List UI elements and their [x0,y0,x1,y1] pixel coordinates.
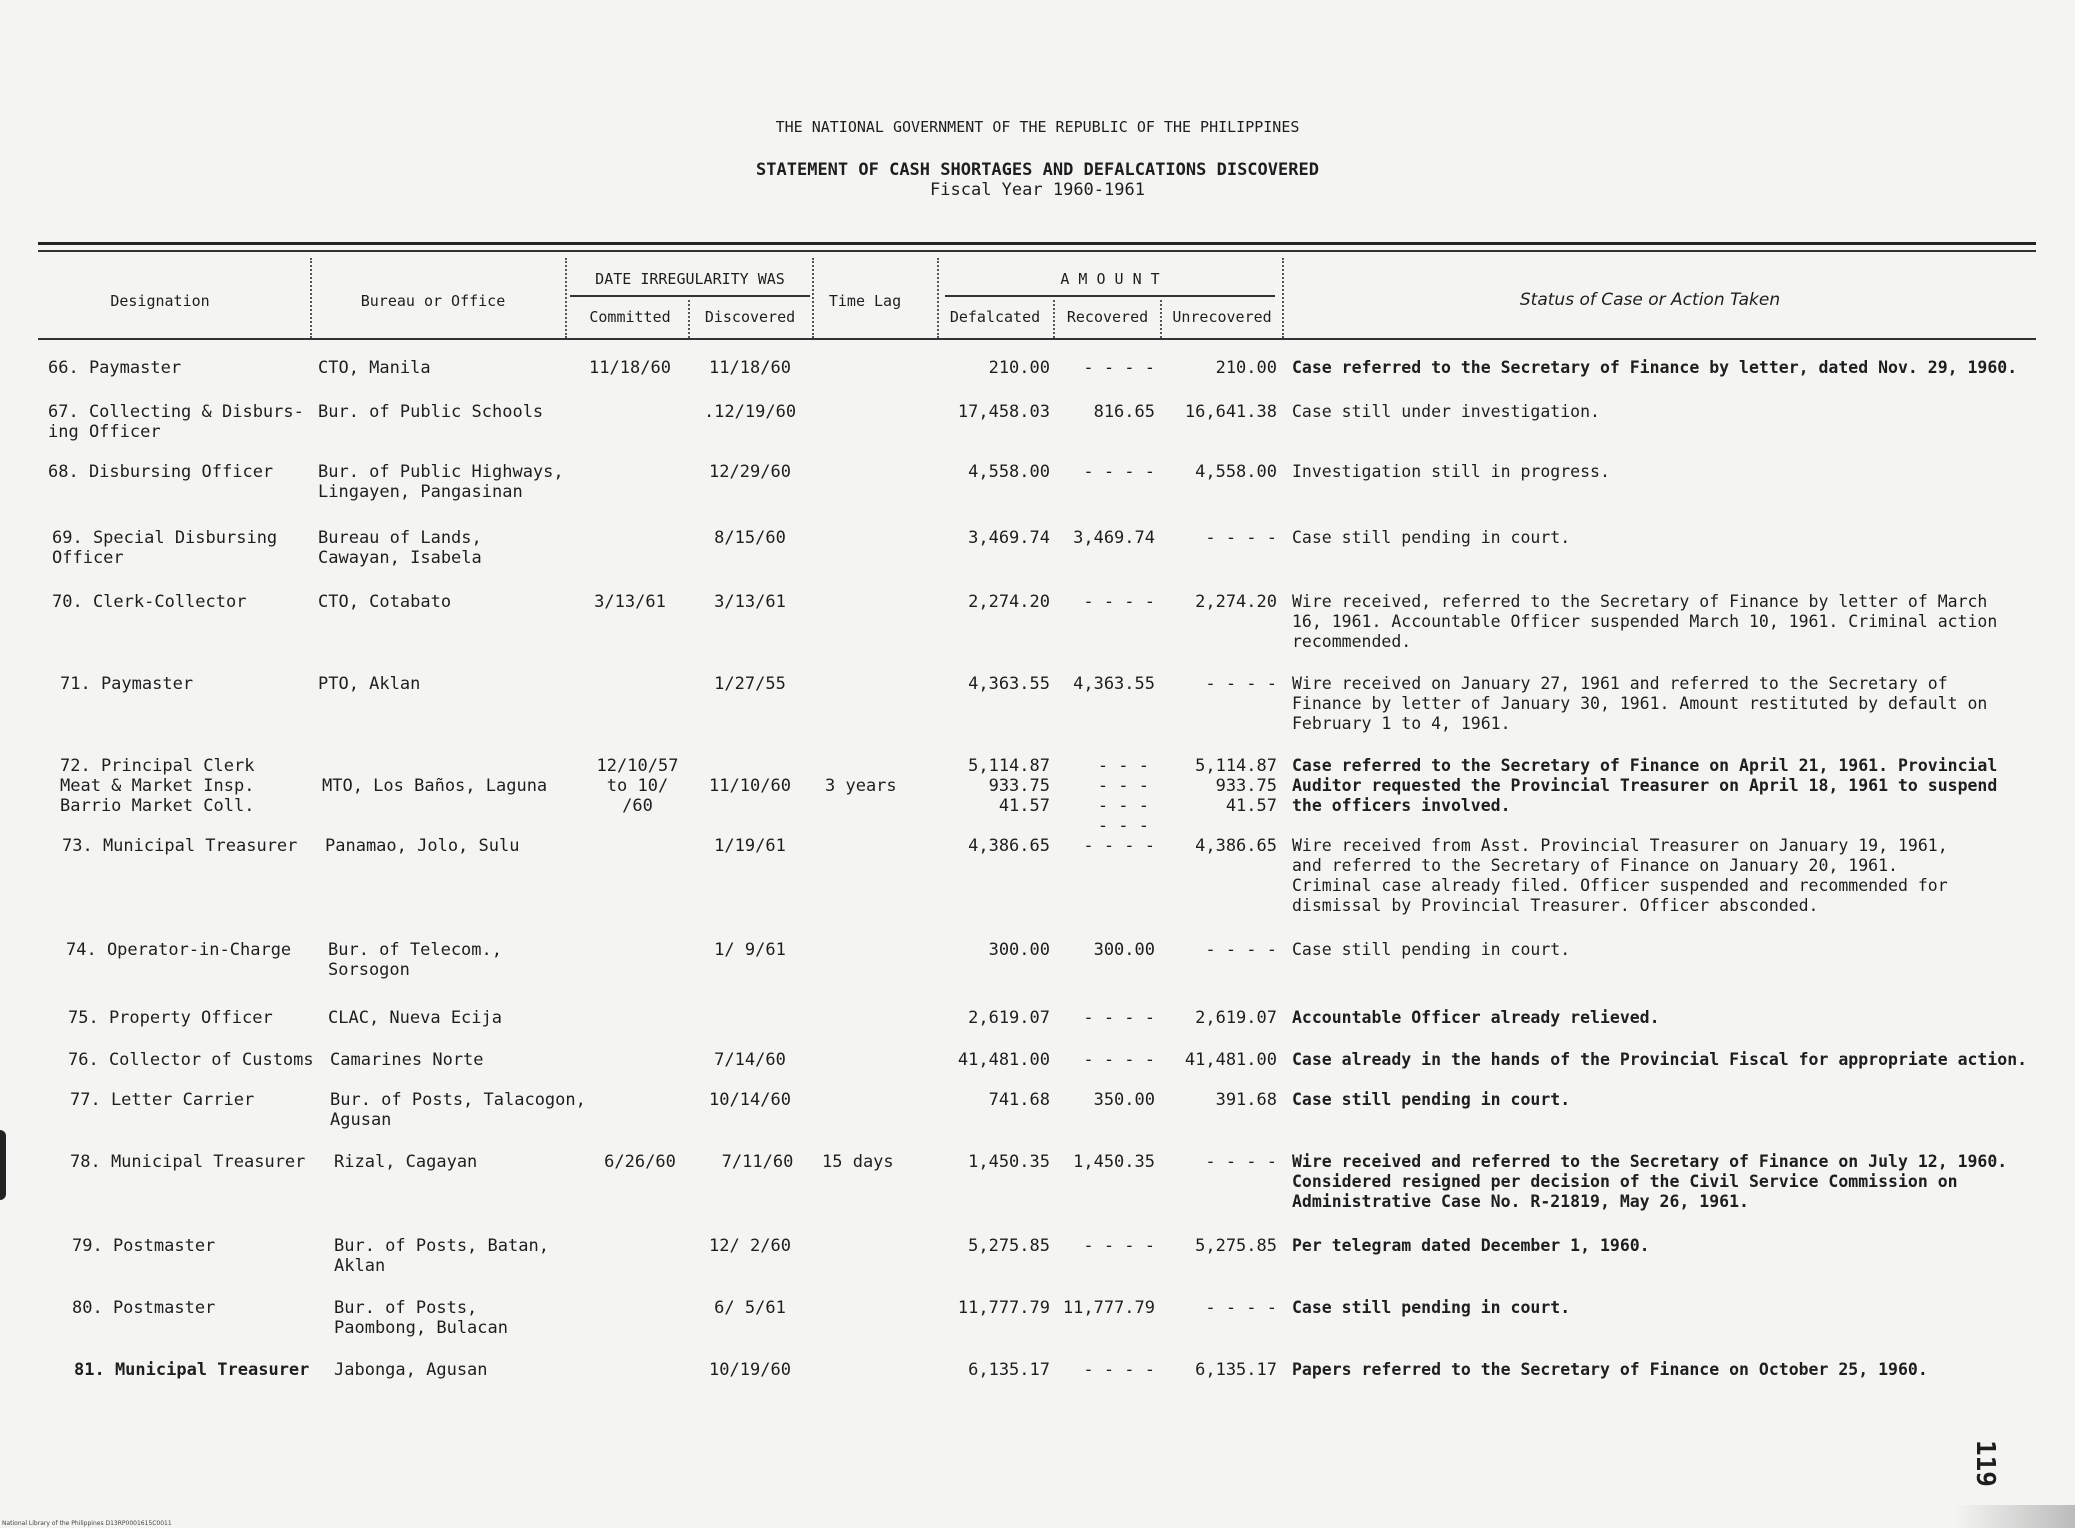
row-recovered: 4,363.55 [1073,674,1155,694]
row-unrecovered: 41,481.00 [1184,1050,1277,1070]
row-designation: 78. Municipal Treasurer [70,1152,306,1172]
row-bureau: PTO, Aklan [318,674,421,694]
row-designation: 81. Municipal Treasurer [74,1360,310,1380]
row-bureau: Rizal, Cagayan [334,1152,478,1172]
row-unrecovered: - - - - [1205,528,1277,548]
row-status: Case referred to the Secretary of Finance by letter, dated Nov. 29, 1960. [1292,358,2018,377]
row-unrecovered: 2,274.20 [1195,592,1277,612]
row-defalcated: 17,458.03 [957,402,1050,422]
header-separator [1282,258,1284,338]
row-bureau: Bur. of Public Schools [318,402,544,422]
row-status: Per telegram dated December 1, 1960. [1292,1236,1650,1255]
row-bureau: CLAC, Nueva Ecija [328,1008,502,1028]
row-recovered: 1,450.35 [1073,1152,1155,1172]
row-bureau: Bur. of Public Highways, Lingayen, Pangasinan [318,462,564,502]
col-amount-group: A M O U N T [1060,270,1160,288]
row-recovered: - - - - [1083,1360,1155,1380]
row-defalcated: 210.00 [988,358,1050,378]
header-separator [1053,300,1055,338]
row-discovered: 8/15/60 [714,528,786,548]
row-defalcated: 4,386.65 [968,836,1050,856]
row-designation: 67. Collecting & Disburs- ing Officer [48,402,304,442]
top-rule-2 [38,250,2036,252]
header-separator [937,258,939,338]
row-unrecovered: 4,386.65 [1195,836,1277,856]
row-status: Case still pending in court. [1292,940,1571,959]
row-unrecovered: 391.68 [1215,1090,1277,1110]
row-recovered: - - - - [1083,462,1155,482]
row-bureau: MTO, Los Baños, Laguna [322,776,548,796]
row-status: Case still pending in court. [1292,1298,1571,1317]
row-bureau: Panamao, Jolo, Sulu [325,836,520,856]
row-bureau: Bur. of Posts, Batan, Aklan [334,1236,549,1276]
row-discovered: 11/18/60 [709,358,791,378]
row-status: Accountable Officer already relieved. [1292,1008,1660,1027]
row-bureau: Camarines Norte [330,1050,484,1070]
header-separator [565,258,567,338]
row-time-lag: 15 days [822,1152,894,1172]
row-discovered: 10/14/60 [709,1090,791,1110]
row-designation: 74. Operator-in-Charge [66,940,292,960]
row-unrecovered: 2,619.07 [1195,1008,1277,1028]
col-date-group: DATE IRREGULARITY WAS [595,270,785,288]
row-designation: 71. Paymaster [60,674,194,694]
row-status: Investigation still in progress. [1292,462,1610,481]
row-discovered: 1/ 9/61 [714,940,786,960]
row-defalcated: 4,558.00 [968,462,1050,482]
row-defalcated: 300.00 [988,940,1050,960]
row-bureau: Bureau of Lands, Cawayan, Isabela [318,528,482,568]
row-status: Wire received, referred to the Secretary of Finance by letter of March 16, 1961. Accountable Officer suspended March 10, 1961. Criminal action recommended. [1292,592,1998,651]
row-discovered: 7/11/60 [721,1152,794,1172]
row-committed: 6/26/60 [604,1152,676,1172]
row-committed: 12/10/57 to 10/ /60 [596,756,679,816]
row-designation: 79. Postmaster [72,1236,216,1256]
row-defalcated: 4,363.55 [968,674,1050,694]
row-defalcated: 1,450.35 [968,1152,1050,1172]
row-unrecovered: 16,641.38 [1184,402,1277,422]
row-designation: 73. Municipal Treasurer [62,836,298,856]
row-discovered: 12/ 2/60 [709,1236,791,1256]
row-designation: 66. Paymaster [48,358,182,378]
row-defalcated: 5,114.87 933.75 41.57 [968,756,1050,816]
col-recovered: Recovered [1066,308,1149,326]
row-defalcated: 5,275.85 [968,1236,1050,1256]
row-status: Wire received on January 27, 1961 and referred to the Secretary of Finance by letter of January 30, 1961. Amount restituted by default on February 1 to 4, 1961. [1292,674,1988,733]
row-defalcated: 2,619.07 [968,1008,1050,1028]
row-discovered: 10/19/60 [709,1360,791,1380]
row-committed: 11/18/60 [589,358,671,378]
row-unrecovered: 210.00 [1215,358,1277,378]
col-bureau: Bureau or Office [360,292,506,310]
header-separator [310,258,312,338]
header-separator [688,300,690,338]
row-recovered: - - - - [1083,1236,1155,1256]
col-discovered: Discovered [704,308,796,326]
row-designation: 75. Property Officer [68,1008,273,1028]
row-status: Papers referred to the Secretary of Finance on October 25, 1960. [1292,1360,1928,1379]
header-separator [812,258,814,338]
row-bureau: Bur. of Posts, Paombong, Bulacan [334,1298,508,1338]
statement-title: STATEMENT OF CASH SHORTAGES AND DEFALCATIONS DISCOVERED [756,160,1319,180]
row-designation: 76. Collector of Customs [68,1050,314,1070]
document-subtitle [0,160,2075,200]
col-time-lag: Time Lag [828,292,902,310]
row-bureau: Bur. of Posts, Talacogon, Agusan [330,1090,586,1130]
row-status: Case still under investigation. [1292,402,1600,421]
col-committed: Committed [589,308,671,326]
row-recovered: - - - - - - - - - - - - [1097,756,1149,836]
row-designation: 77. Letter Carrier [70,1090,255,1110]
col-status: Status of Case or Action Taken [1519,290,1781,310]
row-unrecovered: 5,275.85 [1195,1236,1277,1256]
row-defalcated: 3,469.74 [968,528,1050,548]
row-defalcated: 11,777.79 [957,1298,1050,1318]
row-designation: 69. Special Disbursing Officer [52,528,278,568]
row-bureau: Jabonga, Agusan [334,1360,488,1380]
row-recovered: 350.00 [1093,1090,1155,1110]
row-committed: 3/13/61 [594,592,666,612]
fiscal-year: Fiscal Year 1960-1961 [930,180,1145,200]
row-designation: 68. Disbursing Officer [48,462,274,482]
row-bureau: CTO, Manila [318,358,431,378]
row-unrecovered: - - - - [1205,940,1277,960]
date-group-rule [570,295,810,297]
col-defalcated: Defalcated [949,308,1041,326]
row-recovered: 11,777.79 [1062,1298,1155,1318]
row-recovered: - - - - [1083,1008,1155,1028]
row-defalcated: 41,481.00 [957,1050,1050,1070]
row-discovered: .12/19/60 [703,402,797,422]
row-discovered: 12/29/60 [709,462,791,482]
row-recovered: 816.65 [1093,402,1155,422]
row-status: Case still pending in court. [1292,528,1571,547]
row-status: Case still pending in court. [1292,1090,1571,1109]
row-discovered: 7/14/60 [714,1050,786,1070]
col-unrecovered: Unrecovered [1172,308,1272,326]
row-designation: 72. Principal Clerk Meat & Market Insp. Barrio Market Coll. [60,756,255,816]
row-recovered: - - - - [1083,358,1155,378]
row-unrecovered: 4,558.00 [1195,462,1277,482]
header-bottom-rule [38,338,2036,340]
row-unrecovered: 6,135.17 [1195,1360,1277,1380]
top-rule [38,242,2036,245]
page-number: 119 [1970,1440,2000,1487]
row-defalcated: 741.68 [988,1090,1050,1110]
row-discovered: 11/10/60 [709,776,791,796]
row-unrecovered: - - - - [1205,674,1277,694]
amount-group-rule [945,295,1275,297]
row-recovered: 300.00 [1093,940,1155,960]
row-discovered: 6/ 5/61 [714,1298,786,1318]
row-discovered: 1/27/55 [714,674,786,694]
footer-watermark: National Library of the Philippines D13RP0001615C0011 [2,1520,172,1527]
row-recovered: - - - - [1083,836,1155,856]
row-unrecovered: - - - - [1205,1298,1277,1318]
scan-edge [1955,1505,2075,1528]
row-designation: 70. Clerk-Collector [52,592,247,612]
row-unrecovered: - - - - [1205,1152,1277,1172]
row-time-lag: 3 years [825,776,897,796]
row-defalcated: 2,274.20 [968,592,1050,612]
binding-edge [0,1130,6,1200]
row-status: Wire received and referred to the Secretary of Finance on July 12, 1960. Considered resigned per decision of the Civil Service Commission on Administrative Case No. R-21819, May 26, 1961. [1292,1152,2008,1211]
header-separator [1160,300,1162,338]
row-recovered: - - - - [1083,1050,1155,1070]
row-status: Case already in the hands of the Provincial Fiscal for appropriate action. [1292,1050,2028,1069]
row-status: Wire received from Asst. Provincial Treasurer on January 19, 1961, and referred to the Secretary of Finance on January 20, 1961. Criminal case already filed. Officer suspended and recommended for dismissal by Provincial Treasurer. Officer absconded. [1292,836,1948,915]
row-recovered: - - - - [1083,592,1155,612]
document-title: THE NATIONAL GOVERNMENT OF THE REPUBLIC OF THE PHILIPPINES [775,118,1300,136]
row-unrecovered: 5,114.87 933.75 41.57 [1195,756,1277,816]
row-designation: 80. Postmaster [72,1298,216,1318]
row-status: Case referred to the Secretary of Finance on April 21, 1961. Provincial Auditor requested the Provincial Treasurer on April 18, 1961 to suspend the officers involved. [1292,756,1998,815]
row-bureau: CTO, Cotabato [318,592,452,612]
row-defalcated: 6,135.17 [968,1360,1050,1380]
row-discovered: 3/13/61 [714,592,786,612]
col-designation: Designation [110,292,210,310]
row-discovered: 1/19/61 [714,836,786,856]
row-bureau: Bur. of Telecom., Sorsogon [328,940,502,980]
row-recovered: 3,469.74 [1073,528,1155,548]
